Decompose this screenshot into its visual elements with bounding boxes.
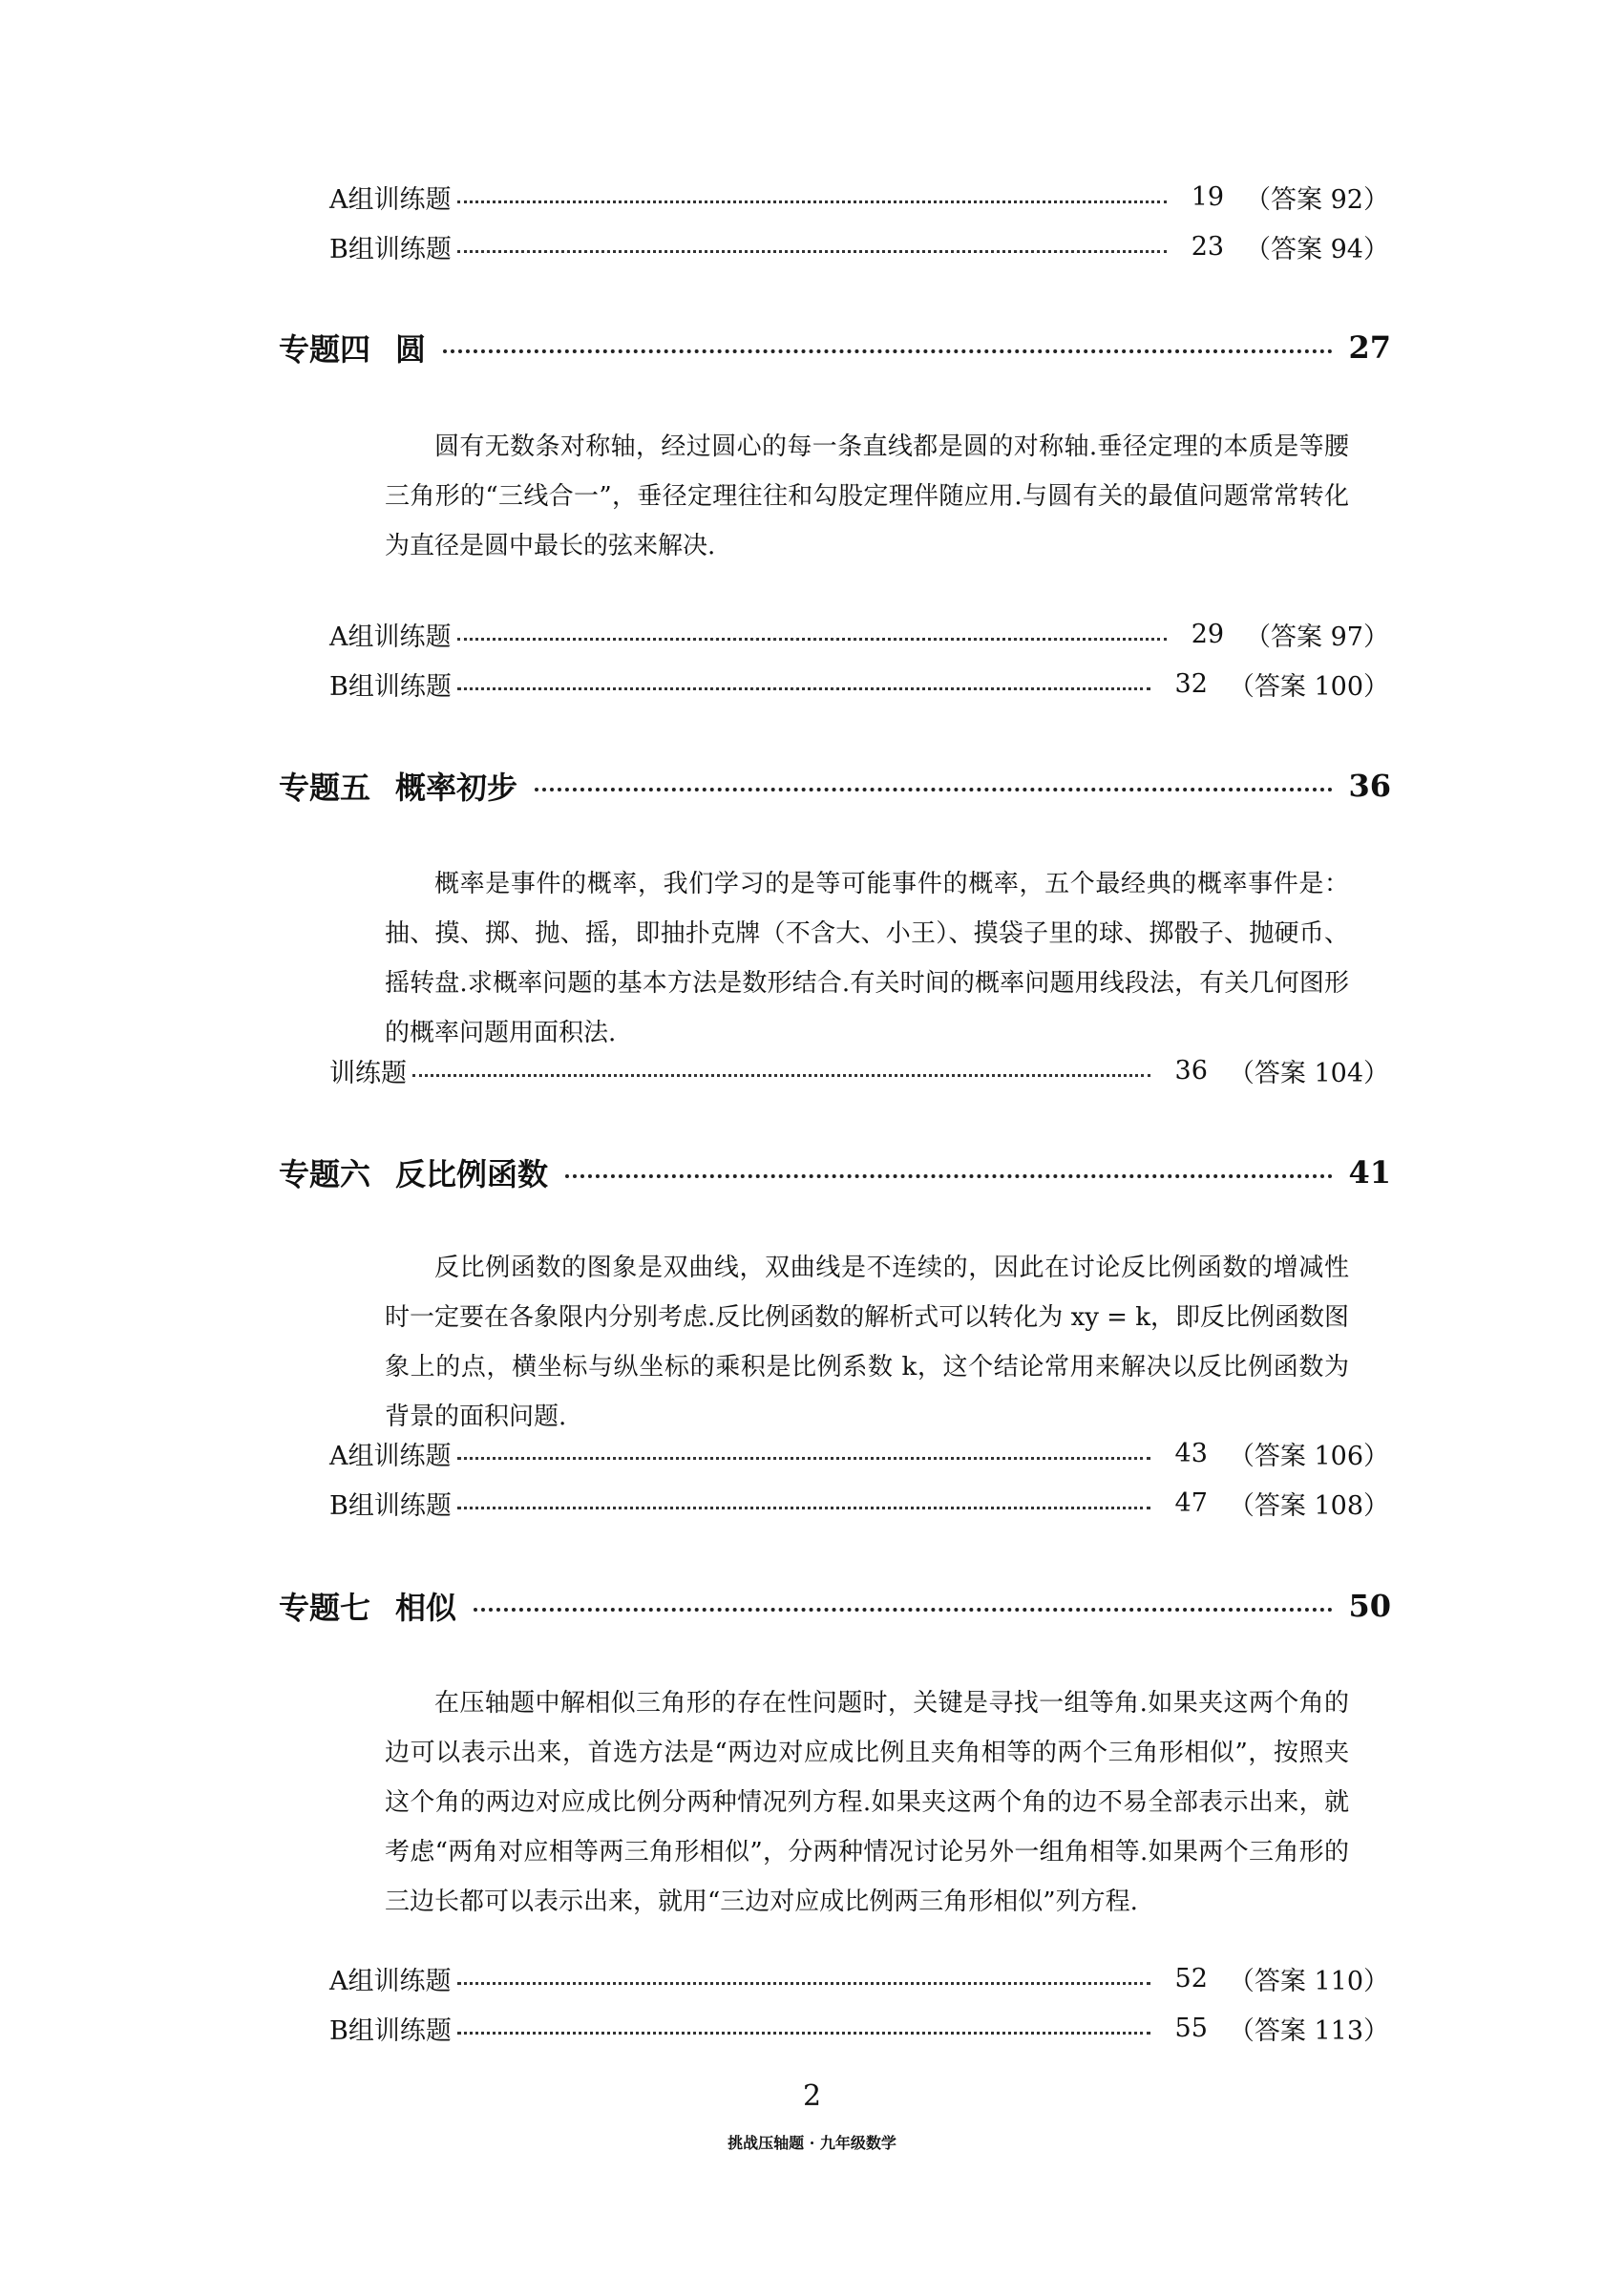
dot-leader (457, 1982, 1150, 1985)
entry-answer-ref: （答案 97） (1245, 622, 1389, 652)
toc-entry[interactable] (329, 1048, 1389, 1092)
section-heading[interactable] (279, 1579, 1391, 1633)
dot-leader (457, 2032, 1150, 2035)
entry-page: 19 (1191, 181, 1225, 212)
entry-page: 32 (1174, 668, 1208, 699)
section-summary: 在压轴题中解相似三角形的存在性问题时，关键是寻找一组等角.如果夹这两个角的边可以表示出来，首选方法是“两边对应成比例且夹角相等的两个三角形相似”，按照夹这个角的两边对应成比例分两种情况列方程.如果夹这两个角的边不易全部表示出来，就考虑“两角对应相等两三角形相似”，分两种情况讨论另外一组角相等.如果两个三角形的三边长都可以表示出来，就用“三边对应成比例两三角形相似”列方程. (385, 1689, 1349, 1916)
entry-page: 47 (1174, 1487, 1208, 1518)
dot-leader (457, 1457, 1150, 1460)
dot-leader (535, 788, 1333, 791)
section-heading[interactable] (279, 759, 1391, 812)
entry-page: 29 (1191, 619, 1225, 649)
toc-entry[interactable] (329, 224, 1389, 268)
entry-answer-ref: （答案 113） (1228, 2015, 1389, 2046)
entry-label: B组训练题 (329, 671, 452, 702)
dot-leader (457, 1507, 1150, 1509)
entry-page: 52 (1174, 1963, 1208, 1993)
section-page: 41 (1348, 1154, 1391, 1191)
toc-entry[interactable] (329, 175, 1389, 219)
entry-page: 43 (1174, 1438, 1208, 1468)
toc-entry[interactable] (329, 1431, 1389, 1475)
section-heading[interactable] (279, 321, 1391, 374)
section-title: 圆 (395, 331, 427, 368)
dot-leader (565, 1174, 1333, 1178)
entry-answer-ref: （答案 108） (1228, 1490, 1389, 1521)
dot-leader (457, 638, 1168, 641)
section-page: 27 (1348, 329, 1391, 366)
dot-leader (443, 349, 1333, 353)
section-title: 概率初步 (395, 770, 518, 806)
dot-leader (457, 200, 1168, 203)
entry-page: 23 (1191, 231, 1225, 262)
entry-answer-ref: （答案 104） (1228, 1058, 1389, 1088)
entry-answer-ref: （答案 100） (1228, 671, 1389, 702)
entry-answer-ref: （答案 110） (1228, 1966, 1389, 1996)
dot-leader (457, 687, 1150, 690)
entry-label: A组训练题 (329, 184, 452, 215)
section-number: 专题五 (279, 770, 371, 806)
entry-label: B组训练题 (329, 234, 452, 264)
toc-entry[interactable] (329, 2006, 1389, 2050)
section-page: 50 (1348, 1588, 1391, 1624)
entry-answer-ref: （答案 94） (1245, 234, 1389, 264)
entry-answer-ref: （答案 106） (1228, 1441, 1389, 1471)
section-title: 反比例函数 (395, 1156, 549, 1192)
section-number: 专题六 (279, 1156, 371, 1192)
entry-label: A组训练题 (329, 1966, 452, 1996)
entry-page: 36 (1174, 1055, 1208, 1086)
entry-label: A组训练题 (329, 622, 452, 652)
entry-page: 55 (1174, 2013, 1208, 2043)
entry-label: A组训练题 (329, 1441, 452, 1471)
entry-answer-ref: （答案 92） (1245, 184, 1389, 215)
section-heading[interactable] (279, 1146, 1391, 1199)
section-summary: 圆有无数条对称轴，经过圆心的每一条直线都是圆的对称轴.垂径定理的本质是等腰三角形的“三线合一”，垂径定理往往和勾股定理伴随应用.与圆有关的最值问题常常转化为直径是圆中最长的弦来解决. (385, 432, 1349, 560)
toc-entry[interactable] (329, 1956, 1389, 2000)
section-page: 36 (1348, 768, 1391, 804)
section-number: 专题七 (279, 1590, 371, 1626)
toc-entry[interactable] (329, 662, 1389, 706)
book-title-footer: 挑战压轴题 · 九年级数学 (728, 2134, 896, 2152)
entry-label: B组训练题 (329, 1490, 452, 1521)
dot-leader (457, 250, 1167, 253)
section-title: 相似 (395, 1590, 457, 1626)
section-summary: 反比例函数的图象是双曲线，双曲线是不连续的，因此在讨论反比例函数的增减性时一定要在各象限内分别考虑.反比例函数的解析式可以转化为 xy = k，即反比例函数图象上的点，横坐标与纵坐标的乘积是比例系数 k，这个结论常用来解决以反比例函数为背景的面积问题. (385, 1254, 1349, 1431)
page-number: 2 (802, 2079, 822, 2113)
section-number: 专题四 (279, 331, 371, 368)
entry-label: B组训练题 (329, 2015, 452, 2046)
entry-label: 训练题 (329, 1058, 407, 1088)
toc-entry[interactable] (329, 1481, 1389, 1525)
dot-leader (474, 1608, 1333, 1612)
section-summary: 概率是事件的概率，我们学习的是等可能事件的概率，五个最经典的概率事件是：抽、摸、掷、抛、摇，即抽扑克牌（不含大、小王）、摸袋子里的球、掷骰子、抛硬币、摇转盘.求概率问题的基本方法是数形结合.有关时间的概率问题用线段法，有关几何图形的概率问题用面积法. (385, 870, 1349, 1047)
toc-entry[interactable] (329, 612, 1389, 656)
dot-leader (412, 1074, 1150, 1077)
